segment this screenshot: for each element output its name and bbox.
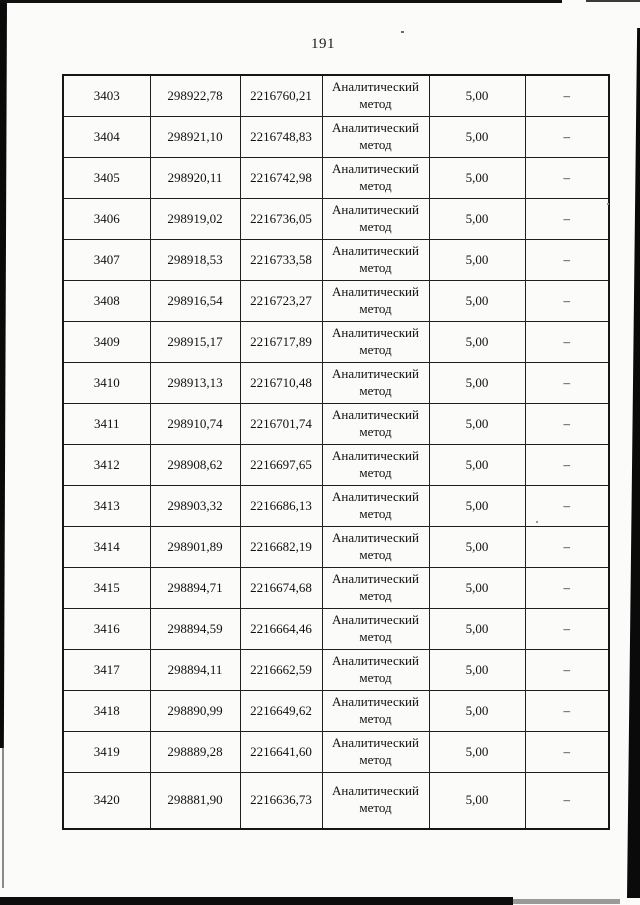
coordinate-y-cell: 2216710,48 — [240, 362, 322, 403]
point-number-cell: 3415 — [63, 567, 150, 608]
coordinate-y-cell: 2216641,60 — [240, 731, 322, 772]
method-cell: Аналитический метод — [322, 362, 429, 403]
method-cell: Аналитический метод — [322, 239, 429, 280]
coordinate-table — [62, 74, 610, 830]
note-cell: – — [525, 116, 609, 157]
scan-speck — [536, 521, 538, 523]
point-number-cell: 3408 — [63, 280, 150, 321]
value-cell: 5,00 — [429, 116, 525, 157]
coordinate-y-cell: 2216662,59 — [240, 649, 322, 690]
note-cell: – — [525, 731, 609, 772]
value-cell: 5,00 — [429, 772, 525, 829]
method-cell: Аналитический метод — [322, 444, 429, 485]
left-edge-scan-bar — [0, 0, 7, 748]
coordinate-x-cell: 298918,53 — [150, 239, 240, 280]
table-row — [63, 198, 609, 239]
value-cell: 5,00 — [429, 526, 525, 567]
coordinate-x-cell: 298913,13 — [150, 362, 240, 403]
note-cell: – — [525, 444, 609, 485]
point-number-cell: 3411 — [63, 403, 150, 444]
table-row — [63, 690, 609, 731]
method-cell: Аналитический метод — [322, 526, 429, 567]
table-row — [63, 567, 609, 608]
note-cell: – — [525, 362, 609, 403]
scan-speck — [607, 203, 609, 205]
coordinate-y-cell: 2216723,27 — [240, 280, 322, 321]
coordinate-x-cell: 298910,74 — [150, 403, 240, 444]
table-row — [63, 649, 609, 690]
coordinate-x-cell: 298881,90 — [150, 772, 240, 829]
coordinate-table-body — [63, 75, 609, 829]
table-row — [63, 321, 609, 362]
coordinate-y-cell: 2216748,83 — [240, 116, 322, 157]
point-number-cell: 3412 — [63, 444, 150, 485]
point-number-cell: 3420 — [63, 772, 150, 829]
coordinate-y-cell: 2216649,62 — [240, 690, 322, 731]
top-edge-scan-line-right — [586, 0, 640, 2]
coordinate-x-cell: 298894,59 — [150, 608, 240, 649]
coordinate-y-cell: 2216697,65 — [240, 444, 322, 485]
method-cell: Аналитический метод — [322, 116, 429, 157]
point-number-cell: 3406 — [63, 198, 150, 239]
method-cell: Аналитический метод — [322, 403, 429, 444]
value-cell: 5,00 — [429, 485, 525, 526]
point-number-cell: 3409 — [63, 321, 150, 362]
value-cell: 5,00 — [429, 75, 525, 116]
value-cell: 5,00 — [429, 444, 525, 485]
point-number-cell: 3419 — [63, 731, 150, 772]
coordinate-x-cell: 298901,89 — [150, 526, 240, 567]
coordinate-y-cell: 2216736,05 — [240, 198, 322, 239]
note-cell: – — [525, 690, 609, 731]
table-row — [63, 75, 609, 116]
note-cell: – — [525, 649, 609, 690]
coordinate-x-cell: 298920,11 — [150, 157, 240, 198]
note-cell: – — [525, 280, 609, 321]
value-cell: 5,00 — [429, 649, 525, 690]
method-cell: Аналитический метод — [322, 608, 429, 649]
note-cell: – — [525, 239, 609, 280]
coordinate-x-cell: 298894,71 — [150, 567, 240, 608]
coordinate-y-cell: 2216636,73 — [240, 772, 322, 829]
note-cell: – — [525, 485, 609, 526]
point-number-cell: 3407 — [63, 239, 150, 280]
table-row — [63, 608, 609, 649]
method-cell: Аналитический метод — [322, 772, 429, 829]
coordinate-x-cell: 298894,11 — [150, 649, 240, 690]
point-number-cell: 3413 — [63, 485, 150, 526]
method-cell: Аналитический метод — [322, 198, 429, 239]
bottom-edge-scan-bar — [0, 897, 513, 905]
point-number-cell: 3410 — [63, 362, 150, 403]
coordinate-y-cell: 2216682,19 — [240, 526, 322, 567]
scan-speck — [401, 31, 404, 33]
method-cell: Аналитический метод — [322, 321, 429, 362]
value-cell: 5,00 — [429, 567, 525, 608]
coordinate-y-cell: 2216674,68 — [240, 567, 322, 608]
value-cell: 5,00 — [429, 280, 525, 321]
table-row — [63, 772, 609, 829]
point-number-cell: 3416 — [63, 608, 150, 649]
note-cell: – — [525, 198, 609, 239]
note-cell: – — [525, 772, 609, 829]
note-cell: – — [525, 403, 609, 444]
right-edge-scan-bar — [627, 28, 640, 898]
note-cell: – — [525, 321, 609, 362]
note-cell: – — [525, 567, 609, 608]
coordinate-y-cell: 2216733,58 — [240, 239, 322, 280]
value-cell: 5,00 — [429, 608, 525, 649]
table-row — [63, 526, 609, 567]
coordinate-y-cell: 2216701,74 — [240, 403, 322, 444]
coordinate-x-cell: 298908,62 — [150, 444, 240, 485]
point-number-cell: 3418 — [63, 690, 150, 731]
method-cell: Аналитический метод — [322, 649, 429, 690]
value-cell: 5,00 — [429, 239, 525, 280]
method-cell: Аналитический метод — [322, 485, 429, 526]
coordinate-x-cell: 298903,32 — [150, 485, 240, 526]
coordinate-x-cell: 298921,10 — [150, 116, 240, 157]
method-cell: Аналитический метод — [322, 690, 429, 731]
coordinate-y-cell: 2216742,98 — [240, 157, 322, 198]
value-cell: 5,00 — [429, 731, 525, 772]
value-cell: 5,00 — [429, 362, 525, 403]
value-cell: 5,00 — [429, 690, 525, 731]
table-row — [63, 239, 609, 280]
method-cell: Аналитический метод — [322, 731, 429, 772]
note-cell: – — [525, 526, 609, 567]
method-cell: Аналитический метод — [322, 280, 429, 321]
coordinate-y-cell: 2216760,21 — [240, 75, 322, 116]
table-row — [63, 444, 609, 485]
page-number: 191 — [311, 36, 335, 52]
value-cell: 5,00 — [429, 157, 525, 198]
note-cell: – — [525, 157, 609, 198]
method-cell: Аналитический метод — [322, 567, 429, 608]
point-number-cell: 3405 — [63, 157, 150, 198]
point-number-cell: 3404 — [63, 116, 150, 157]
note-cell: – — [525, 75, 609, 116]
coordinate-x-cell: 298919,02 — [150, 198, 240, 239]
coordinate-x-cell: 298889,28 — [150, 731, 240, 772]
table-row — [63, 157, 609, 198]
table-row — [63, 731, 609, 772]
bottom-edge-scan-bar-light — [513, 899, 620, 904]
table-row — [63, 485, 609, 526]
value-cell: 5,00 — [429, 403, 525, 444]
value-cell: 5,00 — [429, 198, 525, 239]
point-number-cell: 3417 — [63, 649, 150, 690]
coordinate-x-cell: 298916,54 — [150, 280, 240, 321]
coordinate-x-cell: 298890,99 — [150, 690, 240, 731]
left-edge-scan-tail — [2, 748, 4, 888]
table-row — [63, 116, 609, 157]
point-number-cell: 3414 — [63, 526, 150, 567]
method-cell: Аналитический метод — [322, 75, 429, 116]
table-row — [63, 362, 609, 403]
table-row — [63, 280, 609, 321]
method-cell: Аналитический метод — [322, 157, 429, 198]
coordinate-y-cell: 2216686,13 — [240, 485, 322, 526]
value-cell: 5,00 — [429, 321, 525, 362]
point-number-cell: 3403 — [63, 75, 150, 116]
coordinate-y-cell: 2216717,89 — [240, 321, 322, 362]
coordinate-x-cell: 298915,17 — [150, 321, 240, 362]
top-edge-scan-line-left — [0, 0, 562, 3]
coordinate-y-cell: 2216664,46 — [240, 608, 322, 649]
coordinate-x-cell: 298922,78 — [150, 75, 240, 116]
note-cell: – — [525, 608, 609, 649]
table-row — [63, 403, 609, 444]
